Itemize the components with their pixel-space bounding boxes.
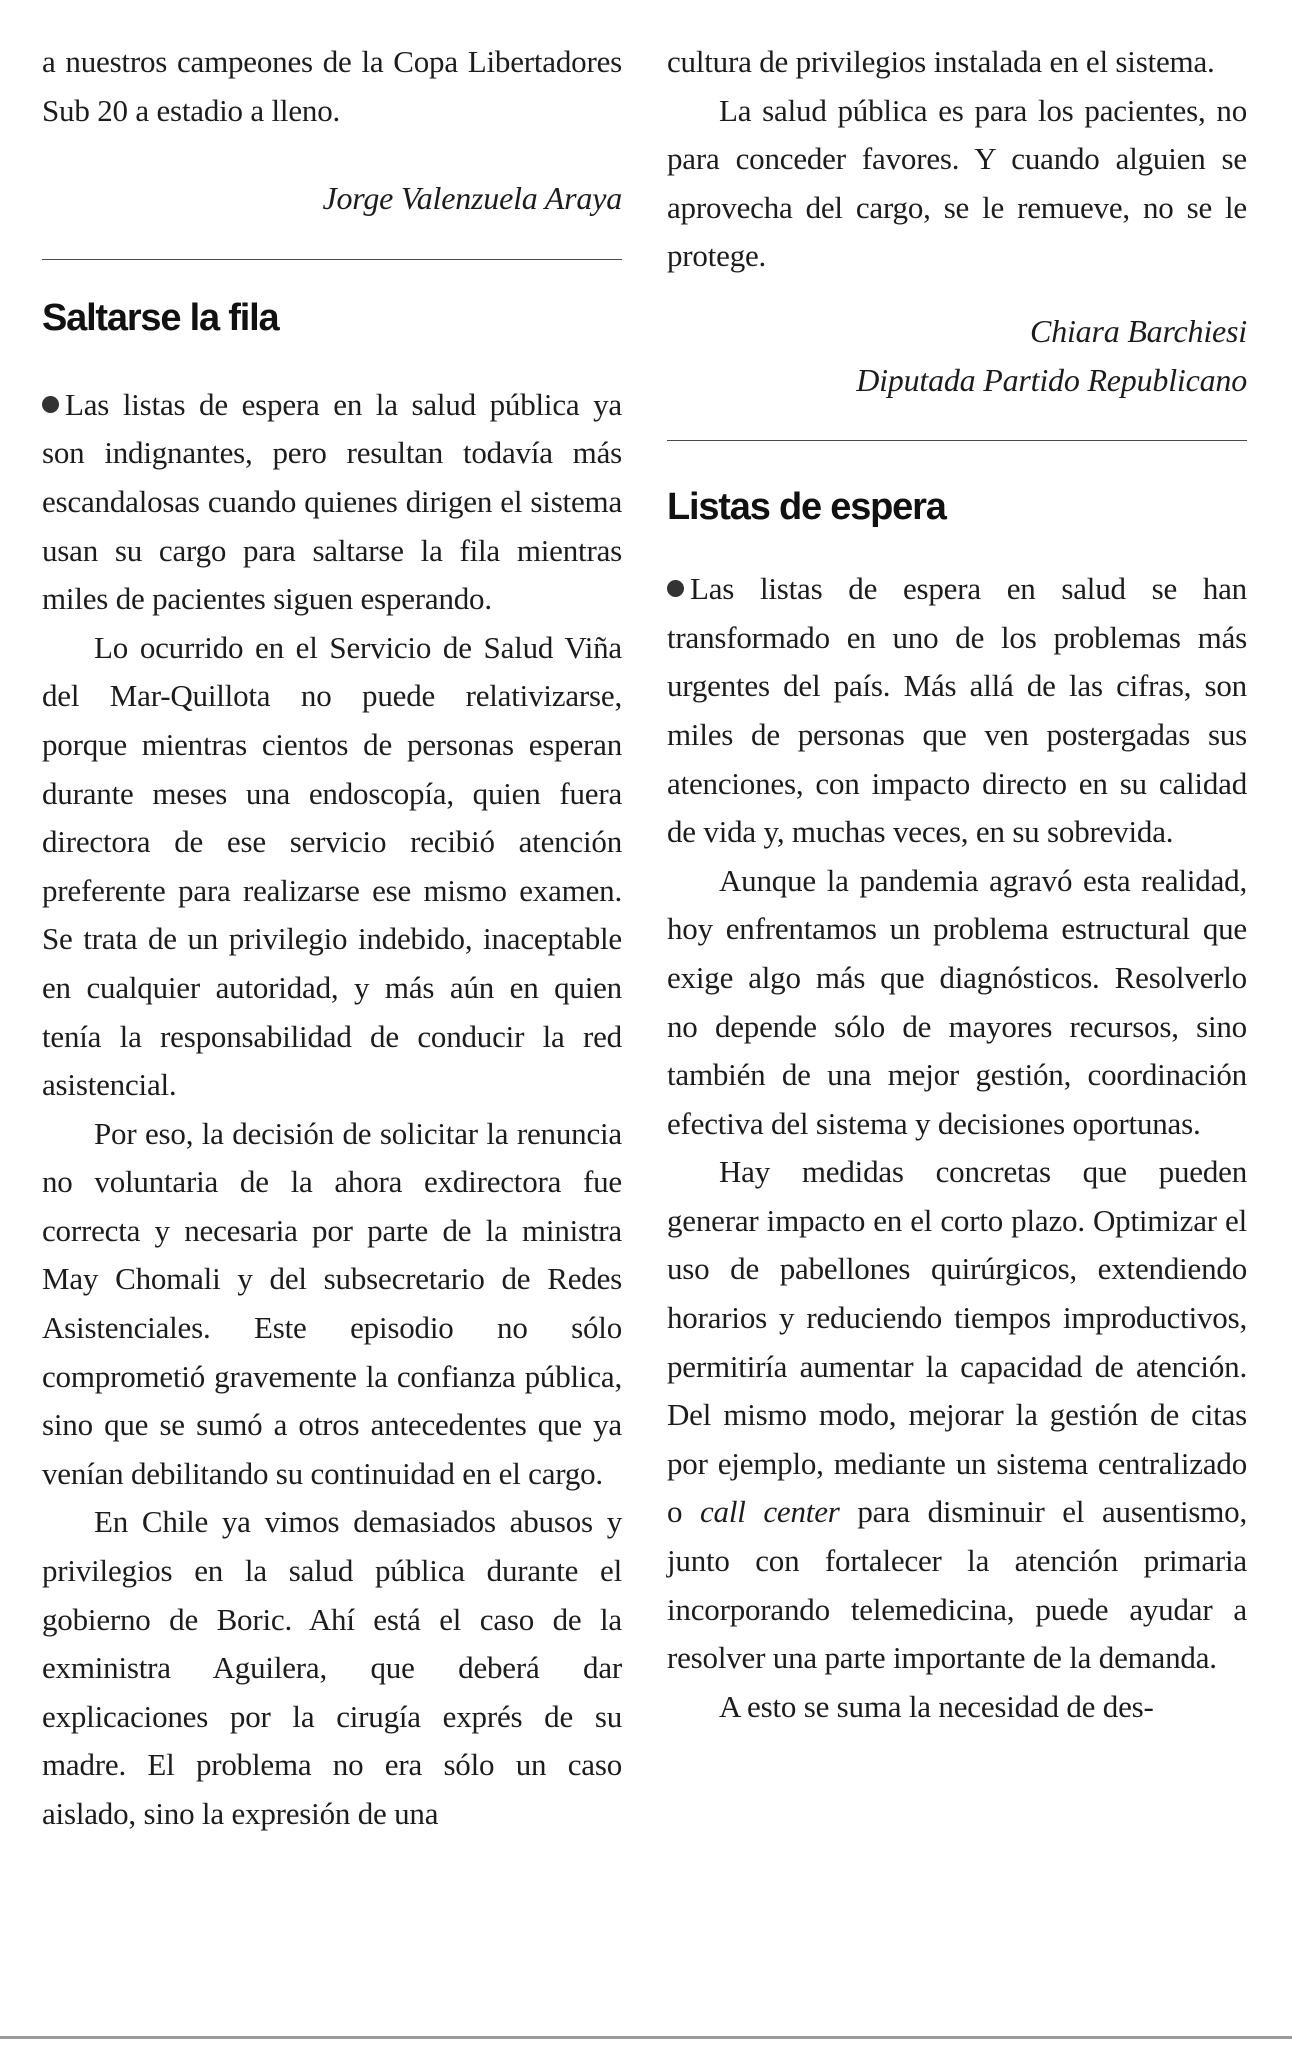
letter-paragraph: Por eso, la decisión de solicitar la renuncia no voluntaria de la ahora exdirectora fue correcta y necesaria por parte de la ministra May Chomali y del subsecretario de Redes Asistenciales. Este episodio no sólo comprometió gravemente la confianza pública, sino que se sumó a otros antecedentes que ya venían debilitando su continuidad en el cargo. [42,1115,622,1491]
letter-paragraph: Aunque la pandemia agravó esta realidad, hoy enfrentamos un problema estructural que exige algo más que diagnósticos. Resolverlo no depende sólo de mayores recursos, sino también de una mejor gestión, coordinación efectiva del sistema y decisiones oportunas. [667,862,1247,1141]
letter-divider [667,440,1247,441]
letter-paragraph: Las listas de espera en salud se han transformado en uno de los problemas más urgentes del país. Más allá de las cifras, son miles de personas que ven postergadas sus atenciones, con impacto directo en su calidad de vida y, muchas veces, en su sobrevida. [667,571,1247,850]
italic-term: call center [700,1494,840,1530]
bullet-icon [42,396,59,413]
previous-letter-ending: a nuestros campeones de la Copa Libertadores Sub 20 a estadio a lleno. [42,44,622,128]
letter-paragraph: Las listas de espera en la salud pública ya son indignantes, pero resultan todavía más escandalosas cuando quienes dirigen el sistema usan su cargo para saltarse la fila mientras miles de pacientes siguen esperando. [42,386,622,617]
letter-title-listas-de-espera: Listas de espera [667,486,946,529]
letter-paragraph: Hay medidas concretas que pueden generar impacto en el corto plazo. Optimizar el uso de pabellones quirúrgicos, extendiendo horarios y reduciendo tiempos improductivos, permitiría aumentar la capacidad de atención. Del mismo modo, mejorar la gestión de citas por ejemplo, mediante un sistema centralizado o call center para disminuir el ausentismo, junto con fortalecer la atención primaria incorporando telemedicina, puede ayudar a resolver una parte importante de la demanda. [667,1154,1247,1676]
letter-paragraph: A esto se suma la necesidad de des- [719,1688,1154,1724]
bullet-icon [667,580,684,597]
letter-paragraph: cultura de privilegios instalada en el sistema. [667,44,1215,79]
letter-divider [42,259,622,260]
page-bottom-rule [0,2036,1292,2039]
letter-paragraph: Lo ocurrido en el Servicio de Salud Viña del Mar-Quillota no puede relativizarse, porque mientras cientos de personas esperan durante meses una endoscopía, quien fuera directora de ese servicio recibió atención preferente para realizarse ese mismo examen. Se trata de un privilegio indebido, inaceptable en cualquier autoridad, y más aún en quien tenía la responsabilidad de conducir la red asistencial. [42,629,622,1103]
signature-name: Chiara Barchiesi [1030,312,1247,349]
left-column [42,38,622,1839]
signature-role: Diputada Partido Republicano [856,361,1247,398]
letter-paragraph: En Chile ya vimos demasiados abusos y privilegios en la salud pública durante el gobierno de Boric. Ahí está el caso de la exministra Aguilera, que deberá dar explicaciones por la cirugía exprés de su madre. El problema no era sólo un caso aislado, sino la expresión de una [42,1504,622,1831]
letter-title-saltarse-la-fila: Saltarse la fila [42,296,279,339]
letter-paragraph: La salud pública es para los pacientes, no para conceder favores. Y cuando alguien se aprovecha del cargo, se le remueve, no se le protege. [667,92,1247,274]
previous-letter-signature: Jorge Valenzuela Araya [322,180,622,217]
right-column [667,38,1247,1731]
